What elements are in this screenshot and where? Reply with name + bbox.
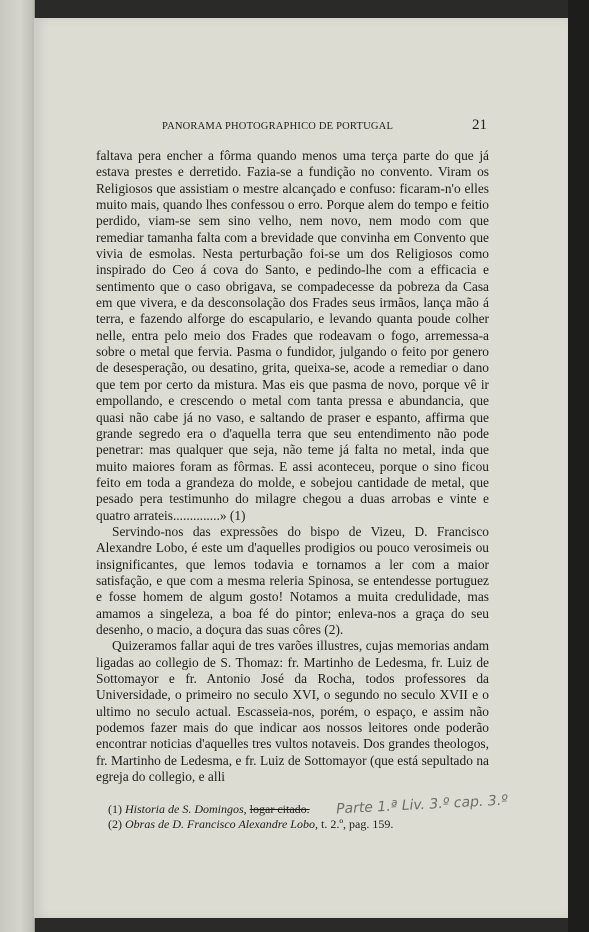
- footnote-1-title: Historia de S. Domingos,: [125, 802, 247, 816]
- paragraph-1: faltava pera encher a fôrma quando menos uma terça parte do que já estava prestes e derretido. Fazia-se a fundição no convento. Viram os Religiosos que assistiam o mestre alcançado e confuso: ficaram-n'o elles muito mais, quando lhes confessou o erro. Porque alem do tempo e feitio perdido, viam-se sem sino velho, nem novo, nem modo com que remediar tamanha falta com a brevidade que convinha em Convento que vivia de esmolas. Nesta perturbação foi-se um dos Religiosos como inspirado do Ceo á cova do Santo, e pedindo-lhe com a efficacia e sentimento que o caso obrigava, se compadecesse da pobreza da Casa em que vivera, e da desconsolação dos Frades seus irmãos, lança mão á terra, e fazendo alforge do escapulario, e levando quanta poude colher nelle, entra pelo meio dos Frades que rodeavam o fogo, arremessa-a sobre o metal que fervia. Pasma o fundidor, julgando o feito por genero de desesperação, ou desatino, grita, queixa-se, acode a remediar o dano que tem por certo da mistura. Mas eis que pasma de novo, porque vê ir empollando, e crescendo o metal com tanta pressa e abundancia, que quasi não cabe já no vaso, e saltando de praser e espanto, affirma que grande segredo era o d'aquella terra que seu entendimento não pode penetrar: mas qualquer que seja, não teme já falta no metal, inda que muito maiores foram as fôrmas. E assi aconteceu, porque o sino ficou feito em toda a grandeza do molde, e sobejou cantidade de metal, que pesado pera testimunho do milagre chegou a duas arrobas e vinte e quatro arrateis..............» (1): [96, 148, 489, 523]
- paragraph-3: Quizeramos fallar aqui de tres varões illustres, cujas memorias andam ligadas ao collegio de S. Thomaz: fr. Martinho de Ledesma, fr. Luiz de Sottomayor e fr. Antonio José da Rocha, todos professores da Universidade, o primeiro no seculo XVI, o segundo no seculo XVII e o ultimo no seculo actual. Escasseia-nos, porém, o espaço, e assim não podemos fazer mais do que indicar aos nossos leitores onde poderão encontrar noticias d'aquelles tres vultos notaveis. Dos grandes theologos, fr. Martinho de Ledesma, e fr. Luiz de Sottomayor (que está sepultado na egreja do collegio, e alli: [96, 638, 489, 785]
- previous-page-edge: [0, 0, 35, 932]
- footnote-2-marker: (2): [108, 817, 122, 831]
- footnote-1-marker: (1): [108, 802, 122, 816]
- footnote-2: [108, 817, 488, 832]
- page-number: 21: [472, 117, 487, 133]
- main-text: [96, 148, 489, 785]
- paragraph-2: Servindo-nos das expressões do bispo de Vizeu, D. Francisco Alexandre Lobo, é este um d'aquelles prodigios ou pouco verosimeis ou insignificantes, que lemos todavia e tornamos a ler com a maior satisfação, e que com a mesma releria Spinosa, se entendesse portuguez e fosse homem de algum gosto! Notamos a muita credulidade, mas amamos a singeleza, a boa fé do pintor; enleva-nos a graça do seu desenho, o macio, a doçura das suas côres (2).: [96, 523, 489, 637]
- scan-background: [568, 0, 589, 932]
- running-title: PANORAMA PHOTOGRAPHICO DE PORTUGAL: [162, 121, 394, 132]
- footnote-2-rest: t. 2.º, pag. 159.: [320, 817, 394, 831]
- footnote-1-struck-text: logar citado.: [249, 802, 310, 816]
- pencil-annotation: Parte 1.ª Liv. 3.º cap. 3.º: [335, 792, 509, 818]
- footnote-2-title: Obras de D. Francisco Alexandre Lobo,: [125, 817, 318, 831]
